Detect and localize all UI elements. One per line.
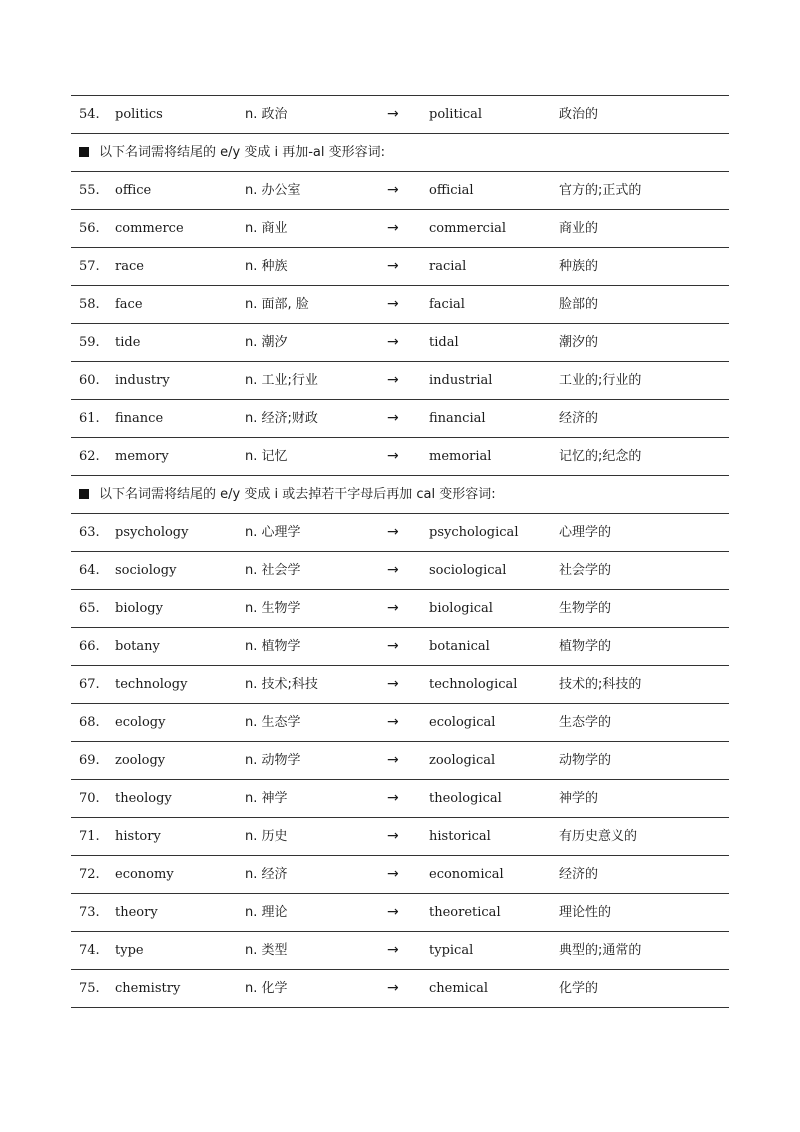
adjective-word: sociological xyxy=(429,563,507,578)
noun-meaning: n. 办公室 xyxy=(245,183,301,198)
table-row xyxy=(71,172,729,210)
right-arrow-icon: → xyxy=(387,410,399,426)
right-arrow-icon: → xyxy=(387,904,399,920)
noun-word: history xyxy=(115,829,161,844)
entry-number: 59. xyxy=(79,335,100,350)
noun-meaning: n. 理论 xyxy=(245,905,288,920)
adjective-word: facial xyxy=(429,297,465,312)
noun-word: office xyxy=(115,183,152,198)
entry-number: 57. xyxy=(79,259,100,274)
entry-number: 54. xyxy=(79,107,100,122)
right-arrow-icon: → xyxy=(387,524,399,540)
noun-meaning: n. 工业;行业 xyxy=(245,373,318,388)
adjective-meaning: 经济的 xyxy=(559,411,599,426)
right-arrow-icon: → xyxy=(387,182,399,198)
noun-meaning: n. 历史 xyxy=(245,829,288,844)
section-header-label: 以下名词需将结尾的 e/y 变成 i 再加-al 变形容词: xyxy=(99,145,385,160)
adjective-meaning: 心理学的 xyxy=(559,525,612,540)
adjective-meaning: 商业的 xyxy=(559,221,599,236)
adjective-word: theoretical xyxy=(429,905,501,920)
noun-word: memory xyxy=(115,449,169,464)
noun-meaning: n. 潮汐 xyxy=(245,335,288,350)
table-row xyxy=(71,970,729,1008)
noun-word: ecology xyxy=(115,715,166,730)
noun-meaning: n. 类型 xyxy=(245,943,288,958)
adjective-meaning: 记忆的;纪念的 xyxy=(559,449,642,464)
adjective-meaning: 动物学的 xyxy=(559,753,612,768)
right-arrow-icon: → xyxy=(387,372,399,388)
noun-meaning: n. 动物学 xyxy=(245,753,301,768)
table-row xyxy=(71,248,729,286)
noun-meaning: n. 政治 xyxy=(245,107,288,122)
adjective-meaning: 典型的;通常的 xyxy=(559,943,642,958)
adjective-meaning: 神学的 xyxy=(559,791,599,806)
adjective-word: psychological xyxy=(429,525,519,540)
noun-word: economy xyxy=(115,867,174,882)
adjective-word: industrial xyxy=(429,373,493,388)
entry-number: 67. xyxy=(79,677,100,692)
noun-meaning: n. 面部, 脸 xyxy=(245,297,309,312)
right-arrow-icon: → xyxy=(387,752,399,768)
section-header-text xyxy=(79,134,385,171)
adjective-word: financial xyxy=(429,411,486,426)
entry-number: 70. xyxy=(79,791,100,806)
adjective-word: racial xyxy=(429,259,467,274)
entry-number: 55. xyxy=(79,183,100,198)
noun-meaning: n. 商业 xyxy=(245,221,288,236)
vocabulary-table xyxy=(71,95,729,1008)
noun-meaning: n. 植物学 xyxy=(245,639,301,654)
entry-number: 56. xyxy=(79,221,100,236)
adjective-meaning: 政治的 xyxy=(559,107,599,122)
adjective-word: historical xyxy=(429,829,491,844)
table-row xyxy=(71,856,729,894)
adjective-word: botanical xyxy=(429,639,490,654)
right-arrow-icon: → xyxy=(387,334,399,350)
adjective-word: technological xyxy=(429,677,518,692)
right-arrow-icon: → xyxy=(387,638,399,654)
adjective-word: economical xyxy=(429,867,504,882)
right-arrow-icon: → xyxy=(387,828,399,844)
noun-word: zoology xyxy=(115,753,166,768)
noun-meaning: n. 生物学 xyxy=(245,601,301,616)
entry-number: 58. xyxy=(79,297,100,312)
table-row xyxy=(71,894,729,932)
section-header xyxy=(71,134,729,172)
entry-number: 64. xyxy=(79,563,100,578)
table-row xyxy=(71,210,729,248)
adjective-word: zoological xyxy=(429,753,496,768)
noun-meaning: n. 种族 xyxy=(245,259,288,274)
right-arrow-icon: → xyxy=(387,258,399,274)
noun-word: theory xyxy=(115,905,158,920)
noun-word: face xyxy=(115,297,143,312)
table-row xyxy=(71,362,729,400)
entry-number: 73. xyxy=(79,905,100,920)
right-arrow-icon: → xyxy=(387,296,399,312)
entry-number: 61. xyxy=(79,411,100,426)
right-arrow-icon: → xyxy=(387,562,399,578)
right-arrow-icon: → xyxy=(387,676,399,692)
table-row xyxy=(71,590,729,628)
right-arrow-icon: → xyxy=(387,714,399,730)
adjective-word: tidal xyxy=(429,335,459,350)
adjective-meaning: 生物学的 xyxy=(559,601,612,616)
section-header-label: 以下名词需将结尾的 e/y 变成 i 或去掉若干字母后再加 cal 变形容词: xyxy=(99,487,496,502)
square-bullet-icon xyxy=(79,489,89,499)
noun-word: race xyxy=(115,259,144,274)
adjective-word: political xyxy=(429,107,483,122)
noun-meaning: n. 经济 xyxy=(245,867,288,882)
noun-word: politics xyxy=(115,107,163,122)
right-arrow-icon: → xyxy=(387,220,399,236)
adjective-meaning: 经济的 xyxy=(559,867,599,882)
adjective-word: theological xyxy=(429,791,502,806)
adjective-meaning: 技术的;科技的 xyxy=(559,677,642,692)
noun-meaning: n. 化学 xyxy=(245,981,288,996)
square-bullet-icon xyxy=(79,147,89,157)
entry-number: 74. xyxy=(79,943,100,958)
entry-number: 60. xyxy=(79,373,100,388)
noun-word: psychology xyxy=(115,525,189,540)
noun-meaning: n. 神学 xyxy=(245,791,288,806)
adjective-word: typical xyxy=(429,943,474,958)
table-row xyxy=(71,666,729,704)
right-arrow-icon: → xyxy=(387,866,399,882)
section-header xyxy=(71,476,729,514)
right-arrow-icon: → xyxy=(387,980,399,996)
noun-word: sociology xyxy=(115,563,177,578)
entry-number: 63. xyxy=(79,525,100,540)
noun-meaning: n. 社会学 xyxy=(245,563,301,578)
adjective-meaning: 种族的 xyxy=(559,259,599,274)
table-row xyxy=(71,324,729,362)
adjective-meaning: 生态学的 xyxy=(559,715,612,730)
noun-word: technology xyxy=(115,677,188,692)
entry-number: 62. xyxy=(79,449,100,464)
adjective-word: commercial xyxy=(429,221,507,236)
noun-word: botany xyxy=(115,639,160,654)
adjective-meaning: 官方的;正式的 xyxy=(559,183,642,198)
adjective-meaning: 潮汐的 xyxy=(559,335,599,350)
table-row xyxy=(71,438,729,476)
section-header-text xyxy=(79,476,496,513)
right-arrow-icon: → xyxy=(387,448,399,464)
right-arrow-icon: → xyxy=(387,942,399,958)
noun-word: chemistry xyxy=(115,981,181,996)
right-arrow-icon: → xyxy=(387,790,399,806)
adjective-meaning: 植物学的 xyxy=(559,639,612,654)
table-row xyxy=(71,932,729,970)
entry-number: 72. xyxy=(79,867,100,882)
entry-number: 68. xyxy=(79,715,100,730)
entry-number: 71. xyxy=(79,829,100,844)
table-row xyxy=(71,286,729,324)
adjective-meaning: 社会学的 xyxy=(559,563,612,578)
noun-word: type xyxy=(115,943,144,958)
adjective-word: ecological xyxy=(429,715,496,730)
noun-word: theology xyxy=(115,791,172,806)
noun-meaning: n. 记忆 xyxy=(245,449,288,464)
table-row xyxy=(71,96,729,134)
noun-word: commerce xyxy=(115,221,184,236)
entry-number: 66. xyxy=(79,639,100,654)
table-row xyxy=(71,780,729,818)
entry-number: 65. xyxy=(79,601,100,616)
adjective-word: chemical xyxy=(429,981,489,996)
table-row xyxy=(71,742,729,780)
table-row xyxy=(71,514,729,552)
adjective-word: memorial xyxy=(429,449,492,464)
adjective-meaning: 化学的 xyxy=(559,981,599,996)
table-row xyxy=(71,552,729,590)
entry-number: 69. xyxy=(79,753,100,768)
adjective-word: official xyxy=(429,183,474,198)
table-row xyxy=(71,400,729,438)
right-arrow-icon: → xyxy=(387,106,399,122)
right-arrow-icon: → xyxy=(387,600,399,616)
table-row xyxy=(71,628,729,666)
adjective-meaning: 理论性的 xyxy=(559,905,612,920)
noun-word: tide xyxy=(115,335,141,350)
adjective-meaning: 有历史意义的 xyxy=(559,829,638,844)
noun-meaning: n. 心理学 xyxy=(245,525,301,540)
noun-word: finance xyxy=(115,411,164,426)
noun-word: industry xyxy=(115,373,170,388)
adjective-meaning: 工业的;行业的 xyxy=(559,373,642,388)
noun-meaning: n. 经济;财政 xyxy=(245,411,318,426)
noun-word: biology xyxy=(115,601,163,616)
noun-meaning: n. 技术;科技 xyxy=(245,677,318,692)
adjective-word: biological xyxy=(429,601,493,616)
entry-number: 75. xyxy=(79,981,100,996)
table-row xyxy=(71,704,729,742)
noun-meaning: n. 生态学 xyxy=(245,715,301,730)
adjective-meaning: 脸部的 xyxy=(559,297,599,312)
table-row xyxy=(71,818,729,856)
